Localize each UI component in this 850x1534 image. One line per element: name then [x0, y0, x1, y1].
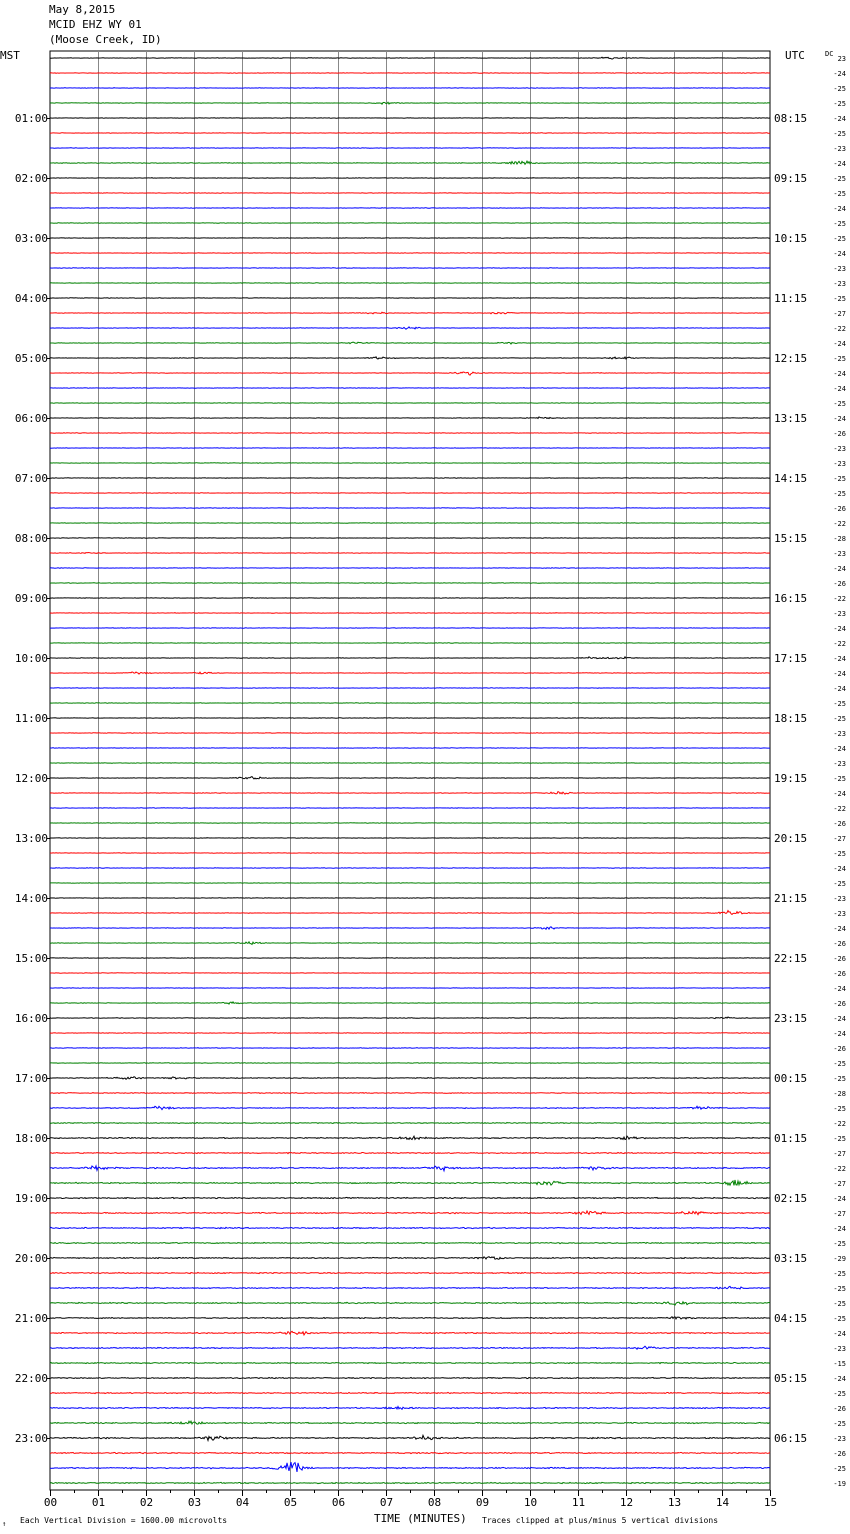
dc-offset-label: -22 — [833, 595, 846, 603]
trace-line — [50, 493, 770, 494]
trace-line — [50, 1257, 770, 1260]
x-tick-label: 03 — [187, 1496, 202, 1509]
trace-line — [50, 1346, 770, 1349]
utc-hour-label: 15:15 — [774, 532, 808, 545]
utc-hour-label: 00:15 — [774, 1072, 808, 1085]
trace-line — [50, 838, 770, 839]
trace-line — [50, 238, 770, 239]
dc-offset-label: -25 — [833, 190, 846, 198]
trace-line — [50, 1093, 770, 1094]
dc-offset-label: -27 — [833, 1180, 846, 1188]
trace-line — [50, 868, 770, 869]
dc-offset-label: -23 — [833, 445, 846, 453]
utc-hour-label: 05:15 — [774, 1372, 808, 1385]
trace-line — [50, 718, 770, 719]
trace-line — [50, 657, 770, 659]
utc-hour-label: 17:15 — [774, 652, 808, 665]
trace-line — [50, 553, 770, 554]
trace-line — [50, 1152, 770, 1153]
dc-offset-label: -26 — [833, 1405, 846, 1413]
trace-line — [50, 1421, 770, 1424]
trace-line — [50, 268, 770, 269]
mst-hour-label: 18:00 — [14, 1132, 48, 1145]
dc-offset-label: -24 — [833, 385, 846, 393]
dc-offset-label: -25 — [833, 85, 846, 93]
utc-hour-label: 21:15 — [774, 892, 808, 905]
dc-offset-label: -24 — [833, 670, 846, 678]
utc-hour-label: 10:15 — [774, 232, 808, 245]
mst-hour-label: 16:00 — [14, 1012, 48, 1025]
trace-line — [50, 1123, 770, 1124]
dc-offset-label: -24 — [833, 685, 846, 693]
dc-offset-label: -26 — [833, 820, 846, 828]
trace-line — [50, 433, 770, 434]
x-tick-label: 07 — [379, 1496, 394, 1509]
dc-offset-label: -23 — [833, 760, 846, 768]
utc-hour-label: 14:15 — [774, 472, 808, 485]
trace-line — [50, 1377, 770, 1378]
corner-mark: ↑ — [2, 1520, 7, 1528]
trace-line — [50, 1166, 770, 1171]
x-tick-label: 09 — [475, 1496, 490, 1509]
dc-offset-label: -24 — [833, 160, 846, 168]
mst-hour-label: 04:00 — [14, 292, 48, 305]
trace-line — [50, 792, 770, 795]
dc-offset-label: -24 — [833, 1015, 846, 1023]
date-label: May 8,2015 — [49, 3, 116, 16]
dc-offset-label: -23 — [833, 145, 846, 153]
dc-label: DC — [825, 50, 834, 58]
dc-offset-label: 23 — [837, 55, 846, 63]
trace-line — [50, 1242, 770, 1243]
mst-hour-label: 01:00 — [14, 112, 48, 125]
dc-offset-label: -25 — [833, 1075, 846, 1083]
clip-note: Traces clipped at plus/minus 5 vertical divisions — [482, 1516, 719, 1525]
trace-line — [50, 1302, 770, 1305]
trace-line — [50, 973, 770, 974]
dc-offset-label: -25 — [833, 1240, 846, 1248]
dc-offset-label: -24 — [833, 1375, 846, 1383]
dc-offset-label: -22 — [833, 325, 846, 333]
trace-line — [50, 102, 770, 104]
x-tick-label: 00 — [43, 1496, 58, 1509]
trace-line — [50, 1180, 770, 1185]
mst-hour-label: 09:00 — [14, 592, 48, 605]
dc-offset-label: -28 — [833, 535, 846, 543]
trace-line — [50, 583, 770, 584]
dc-offset-label: -24 — [833, 1330, 846, 1338]
mst-hour-label: 07:00 — [14, 472, 48, 485]
x-tick-label: 12 — [619, 1496, 634, 1509]
dc-offset-label: -26 — [833, 505, 846, 513]
dc-offset-label: -24 — [833, 1195, 846, 1203]
dc-offset-label: -24 — [833, 1225, 846, 1233]
mst-hour-label: 22:00 — [14, 1372, 48, 1385]
x-tick-label: 05 — [283, 1496, 298, 1509]
dc-offset-label: -27 — [833, 835, 846, 843]
mst-hour-label: 08:00 — [14, 532, 48, 545]
utc-axis-label: UTC — [785, 49, 805, 62]
dc-offset-label: -25 — [833, 175, 846, 183]
dc-offset-label: -23 — [833, 1435, 846, 1443]
trace-line — [50, 298, 770, 299]
trace-line — [50, 73, 770, 74]
dc-offset-label: -23 — [833, 895, 846, 903]
dc-offset-label: -25 — [833, 1270, 846, 1278]
utc-hour-label: 13:15 — [774, 412, 808, 425]
dc-offset-label: -25 — [833, 295, 846, 303]
dc-offset-label: -22 — [833, 805, 846, 813]
dc-offset-label: -25 — [833, 1420, 846, 1428]
dc-offset-label: -26 — [833, 1000, 846, 1008]
mst-hour-label: 19:00 — [14, 1192, 48, 1205]
dc-offset-label: -24 — [833, 985, 846, 993]
trace-line — [50, 327, 770, 329]
trace-line — [50, 463, 770, 464]
dc-offset-label: -25 — [833, 1135, 846, 1143]
dc-offset-label: -25 — [833, 1390, 846, 1398]
utc-hour-label: 03:15 — [774, 1252, 808, 1265]
dc-offset-label: -22 — [833, 640, 846, 648]
dc-offset-label: -25 — [833, 130, 846, 138]
dc-offset-label: -25 — [833, 1285, 846, 1293]
dc-offset-label: -25 — [833, 850, 846, 858]
mst-hour-label: 06:00 — [14, 412, 48, 425]
utc-hour-label: 22:15 — [774, 952, 808, 965]
x-tick-label: 14 — [715, 1496, 730, 1509]
mst-axis-label: MST — [0, 49, 20, 62]
station-label: MCID EHZ WY 01 — [49, 18, 142, 31]
dc-offset-label: -25 — [833, 1300, 846, 1308]
location-label: (Moose Creek, ID) — [49, 33, 162, 46]
trace-line — [50, 283, 770, 284]
mst-hour-label: 15:00 — [14, 952, 48, 965]
trace-line — [50, 1435, 770, 1440]
dc-offset-label: -23 — [833, 730, 846, 738]
dc-offset-label: -25 — [833, 220, 846, 228]
trace-line — [50, 777, 770, 779]
trace-line — [50, 312, 770, 314]
trace-line — [50, 357, 770, 359]
dc-offset-label: -24 — [833, 655, 846, 663]
dc-offset-label: -25 — [833, 1105, 846, 1113]
trace-line — [50, 133, 770, 134]
trace-line — [50, 1197, 770, 1198]
mst-hour-label: 21:00 — [14, 1312, 48, 1325]
trace-line — [50, 1136, 770, 1139]
mst-hour-label: 13:00 — [14, 832, 48, 845]
dc-offset-label: -23 — [833, 610, 846, 618]
trace-line — [50, 688, 770, 689]
trace-line — [50, 208, 770, 209]
x-tick-label: 02 — [139, 1496, 154, 1509]
trace-line — [50, 372, 770, 375]
trace-line — [50, 508, 770, 509]
dc-offset-label: -25 — [833, 490, 846, 498]
trace-line — [50, 1482, 770, 1483]
dc-offset-label: -25 — [833, 355, 846, 363]
utc-hour-label: 08:15 — [774, 112, 808, 125]
dc-offset-label: -24 — [833, 565, 846, 573]
dc-offset-label: -26 — [833, 940, 846, 948]
plot-frame — [50, 51, 770, 1490]
utc-hour-label: 16:15 — [774, 592, 808, 605]
trace-line — [50, 628, 770, 629]
dc-offset-label: -19 — [833, 1480, 846, 1488]
dc-offset-label: -25 — [833, 1465, 846, 1473]
dc-offset-label: -24 — [833, 865, 846, 873]
dc-offset-label: -22 — [833, 1165, 846, 1173]
dc-offset-label: -27 — [833, 1150, 846, 1158]
x-tick-label: 01 — [91, 1496, 106, 1509]
dc-offset-label: -25 — [833, 715, 846, 723]
trace-line — [50, 988, 770, 989]
trace-line — [50, 1048, 770, 1049]
trace-line — [50, 1392, 770, 1393]
trace-line — [50, 223, 770, 224]
utc-hour-label: 06:15 — [774, 1432, 808, 1445]
trace-line — [50, 253, 770, 254]
dc-offset-label: -24 — [833, 1030, 846, 1038]
utc-hour-label: 20:15 — [774, 832, 808, 845]
utc-hour-label: 12:15 — [774, 352, 808, 365]
dc-offset-label: -25 — [833, 400, 846, 408]
trace-line — [50, 1462, 770, 1472]
trace-line — [50, 1362, 770, 1363]
utc-hour-label: 19:15 — [774, 772, 808, 785]
mst-hour-label: 20:00 — [14, 1252, 48, 1265]
trace-line — [50, 748, 770, 749]
trace-line — [50, 643, 770, 644]
trace-line — [50, 523, 770, 524]
x-tick-label: 08 — [427, 1496, 442, 1509]
dc-offset-label: -24 — [833, 70, 846, 78]
dc-offset-label: -28 — [833, 1090, 846, 1098]
dc-offset-label: -26 — [833, 955, 846, 963]
dc-offset-label: -24 — [833, 340, 846, 348]
mst-hour-label: 11:00 — [14, 712, 48, 725]
dc-offset-label: -27 — [833, 1210, 846, 1218]
trace-line — [50, 1286, 770, 1289]
dc-offset-label: -26 — [833, 1450, 846, 1458]
trace-line — [50, 538, 770, 539]
dc-offset-label: -29 — [833, 1255, 846, 1263]
utc-hour-label: 11:15 — [774, 292, 808, 305]
utc-hour-label: 18:15 — [774, 712, 808, 725]
dc-offset-label: -24 — [833, 250, 846, 258]
trace-line — [50, 1077, 770, 1080]
x-tick-label: 15 — [763, 1496, 778, 1509]
trace-line — [50, 1407, 770, 1410]
trace-line — [50, 1227, 770, 1228]
x-axis-title: TIME (MINUTES) — [374, 1512, 467, 1525]
dc-offset-label: -22 — [833, 1120, 846, 1128]
dc-offset-label: -25 — [833, 475, 846, 483]
x-tick-label: 06 — [331, 1496, 346, 1509]
trace-line — [50, 403, 770, 404]
trace-line — [50, 178, 770, 179]
trace-line — [50, 388, 770, 389]
trace-line — [50, 898, 770, 899]
dc-offset-label: -24 — [833, 415, 846, 423]
trace-line — [50, 808, 770, 809]
trace-line — [50, 1033, 770, 1034]
trace-line — [50, 598, 770, 599]
trace-line — [50, 853, 770, 854]
mst-hour-label: 03:00 — [14, 232, 48, 245]
trace-line — [50, 703, 770, 704]
trace-line — [50, 568, 770, 569]
mst-hour-label: 02:00 — [14, 172, 48, 185]
dc-offset-label: -26 — [833, 580, 846, 588]
dc-offset-label: -23 — [833, 1345, 846, 1353]
dc-offset-label: -24 — [833, 790, 846, 798]
dc-offset-label: -23 — [833, 280, 846, 288]
trace-line — [50, 823, 770, 824]
dc-offset-label: -26 — [833, 430, 846, 438]
utc-hour-label: 04:15 — [774, 1312, 808, 1325]
dc-offset-label: -25 — [833, 700, 846, 708]
x-tick-label: 04 — [235, 1496, 250, 1509]
trace-line — [50, 342, 770, 344]
trace-line — [50, 672, 770, 674]
trace-line — [50, 1331, 770, 1335]
trace-line — [50, 1106, 770, 1109]
dc-offset-label: -23 — [833, 265, 846, 273]
dc-offset-label: -24 — [833, 115, 846, 123]
utc-hour-label: 01:15 — [774, 1132, 808, 1145]
dc-offset-label: -24 — [833, 745, 846, 753]
trace-line — [50, 148, 770, 149]
trace-line — [50, 1317, 770, 1319]
mst-hour-label: 10:00 — [14, 652, 48, 665]
utc-hour-label: 09:15 — [774, 172, 808, 185]
dc-offset-label: -27 — [833, 310, 846, 318]
dc-offset-label: -25 — [833, 880, 846, 888]
dc-offset-label: -24 — [833, 625, 846, 633]
dc-offset-label: -25 — [833, 100, 846, 108]
x-tick-label: 13 — [667, 1496, 682, 1509]
trace-line — [50, 193, 770, 194]
scale-note: Each Vertical Division = 1600.00 microvolts — [20, 1516, 228, 1525]
trace-line — [50, 1063, 770, 1064]
dc-offset-label: -26 — [833, 1045, 846, 1053]
trace-line — [50, 1452, 770, 1453]
trace-line — [50, 57, 770, 59]
dc-offset-label: -23 — [833, 460, 846, 468]
trace-line — [50, 733, 770, 734]
trace-line — [50, 927, 770, 930]
trace-line — [50, 763, 770, 764]
mst-hour-label: 05:00 — [14, 352, 48, 365]
dc-offset-label: -23 — [833, 910, 846, 918]
dc-offset-label: -15 — [833, 1360, 846, 1368]
utc-hour-label: 02:15 — [774, 1192, 808, 1205]
trace-line — [50, 1272, 770, 1273]
trace-line — [50, 1017, 770, 1019]
trace-line — [50, 958, 770, 959]
dc-offset-label: -25 — [833, 1315, 846, 1323]
x-tick-label: 10 — [523, 1496, 538, 1509]
dc-offset-label: -24 — [833, 205, 846, 213]
dc-offset-label: -23 — [833, 550, 846, 558]
mst-hour-label: 23:00 — [14, 1432, 48, 1445]
trace-line — [50, 118, 770, 119]
trace-line — [50, 161, 770, 164]
utc-hour-label: 23:15 — [774, 1012, 808, 1025]
mst-hour-label: 17:00 — [14, 1072, 48, 1085]
trace-line — [50, 613, 770, 614]
dc-offset-label: -26 — [833, 970, 846, 978]
dc-offset-label: -25 — [833, 775, 846, 783]
dc-offset-label: -22 — [833, 520, 846, 528]
x-tick-label: 11 — [571, 1496, 586, 1509]
dc-offset-label: -24 — [833, 925, 846, 933]
trace-line — [50, 1002, 770, 1004]
dc-offset-label: -25 — [833, 1060, 846, 1068]
mst-hour-label: 14:00 — [14, 892, 48, 905]
dc-offset-label: -25 — [833, 235, 846, 243]
trace-line — [50, 417, 770, 419]
trace-line — [50, 88, 770, 89]
trace-line — [50, 911, 770, 915]
mst-hour-label: 12:00 — [14, 772, 48, 785]
trace-line — [50, 1211, 770, 1215]
trace-line — [50, 942, 770, 945]
dc-offset-label: -24 — [833, 370, 846, 378]
trace-line — [50, 478, 770, 479]
